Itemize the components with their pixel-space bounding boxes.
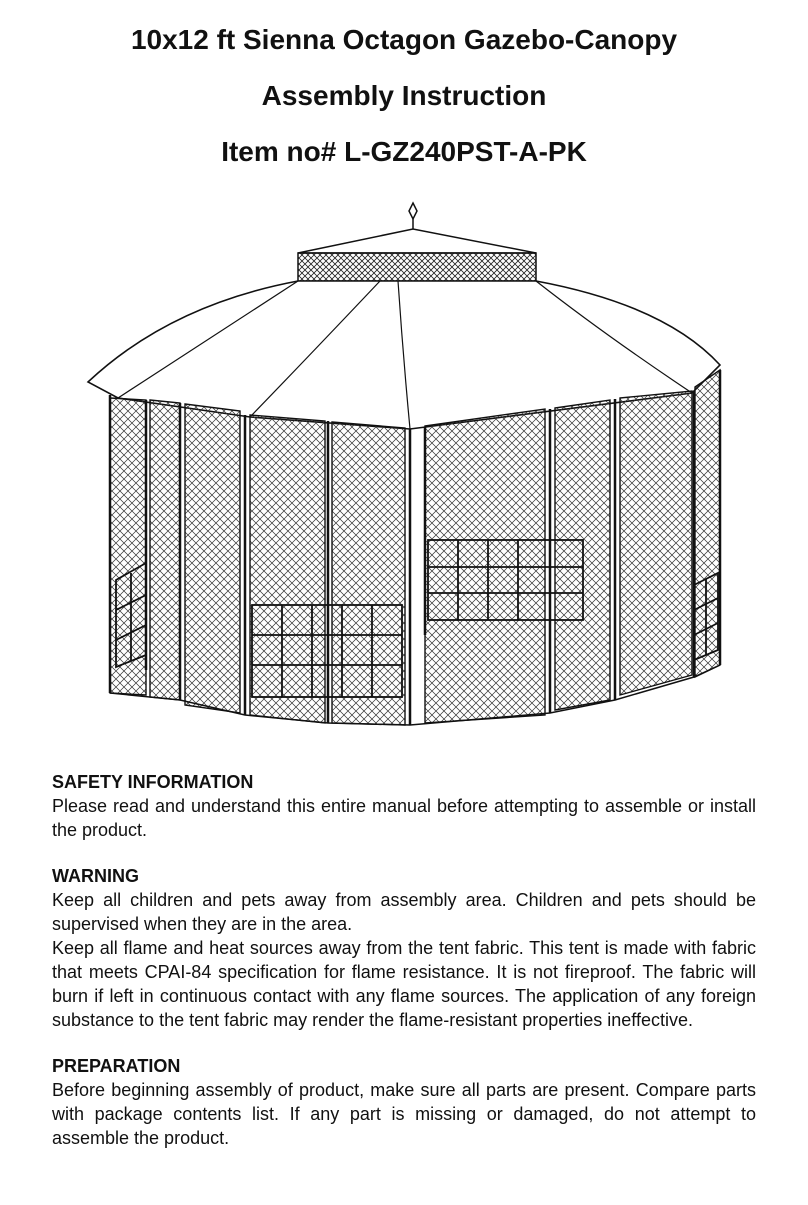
document-header [0, 12, 808, 180]
safety-body: Please read and understand this entire manual before attempting to assemble or install the product. [52, 796, 756, 840]
preparation-heading: PREPARATION [52, 1056, 181, 1076]
preparation-body: Before beginning assembly of product, make sure all parts are present. Compare parts with package contents list. If any part is missing or damaged, do not attempt to assemble the product. [52, 1080, 756, 1148]
document-subtitle: Assembly Instruction [261, 80, 547, 111]
finial [409, 203, 417, 229]
warning-paragraph-2: Keep all flame and heat sources away from the tent fabric. This tent is made with fabric that meets CPAI-84 specification for flame resistance. It is not fireproof. The fabric will burn if left in continuous contact with any flame sources. The application of any foreign substance to the tent fabric may render the flame-resistant properties ineffective. [52, 938, 756, 1030]
safety-heading: SAFETY INFORMATION [52, 772, 254, 792]
warning-paragraph-1: Keep all children and pets away from assembly area. Children and pets should be supervised when they are in the area. [52, 890, 756, 934]
gazebo-illustration [80, 195, 730, 735]
instruction-text [52, 770, 756, 1150]
top-canopy-cap [298, 229, 536, 281]
item-number: Item no# L-GZ240PST-A-PK [221, 136, 587, 167]
document-title: 10x12 ft Sienna Octagon Gazebo-Canopy [130, 24, 678, 55]
warning-heading: WARNING [52, 866, 139, 886]
